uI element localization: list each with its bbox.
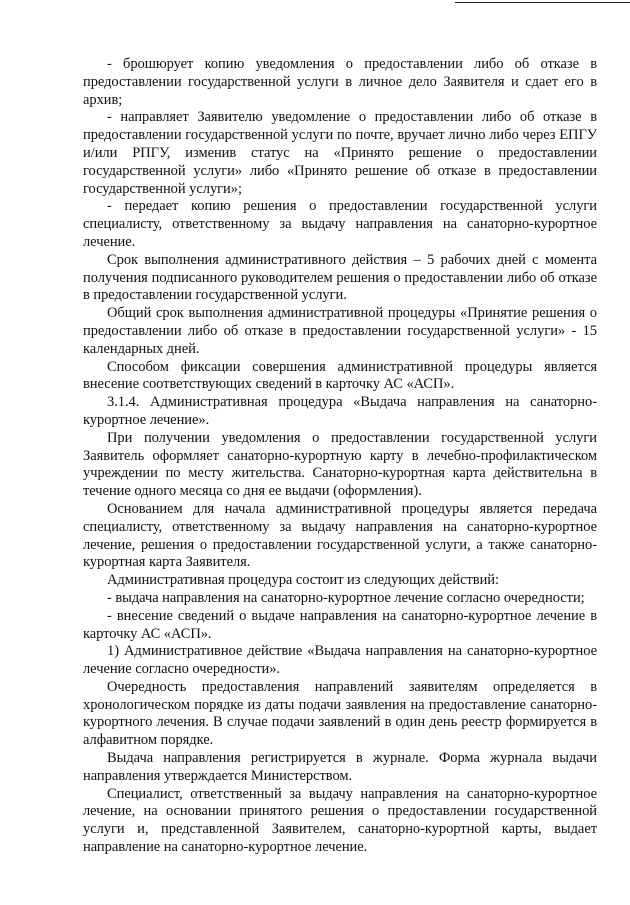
action-deadline-paragraph: Срок выполнения административного действия – 5 рабочих дней с момента получения подписанного руководителем решения о предоставлении либо об отказе в предоставлении государственной услуги. xyxy=(83,251,597,304)
section-heading-3-1-4: 3.1.4. Административная процедура «Выдача направления на санаторно-курортное лечение». xyxy=(83,394,597,428)
specialist-issues-paragraph: Специалист, ответственный за выдачу направления на санаторно-курортное лечение, на основании принятого решения о предоставлении государственной услуги и, представленной Заявителем, санаторно-курортной карты, выдает направление на санаторно-курортное лечение. xyxy=(83,785,597,856)
procedure-actions-intro: Административная процедура состоит из следующих действий: xyxy=(107,572,499,589)
procedure-basis-paragraph: Основанием для начала административной процедуры является передача специалисту, ответственному за выдачу направления на санаторно-курортное лечение, решения о предоставлении государственной услуги, а также санаторно-курортная карта Заявителя. xyxy=(83,500,597,571)
action-1-heading: 1) Административное действие «Выдача направления на санаторно-курортное лечение согласно очередности». xyxy=(83,643,597,678)
bullet-issue-referral: - выдача направления на санаторно-курортное лечение согласно очередности; xyxy=(107,589,585,606)
bullet-send-notification: - направляет Заявителю уведомление о предоставлении либо об отказе в предоставлении государственной услуги по почте, вручает лично либо через ЕПГУ и/или РПГУ, изменив статус на «Принято решение о предоставлении государственной услуги» либо «Принято решение об отказе в предоставлении государственной услуги»; xyxy=(83,109,597,197)
total-deadline-paragraph: Общий срок выполнения административной процедуры «Принятие решения о предоставлении либо об отказе в предоставлении государственной услуги» - 15 календарных дней. xyxy=(83,305,597,357)
queue-order-paragraph: Очередность предоставления направлений заявителям определяется в хронологическом порядке из даты подачи заявления на предоставление санаторно-курортного лечения. В случае подачи заявлений в один день реестр формируется в алфавитном порядке. xyxy=(83,678,597,749)
bullet-archive: - брошюрует копию уведомления о предоставлении либо об отказе в предоставлении государственной услуги в личное дело Заявителя и сдает его в архив; xyxy=(83,56,597,108)
bullet-record-referral: - внесение сведений о выдаче направления на санаторно-курортное лечение в карточку АС «АСП». xyxy=(83,607,597,642)
journal-registration-paragraph: Выдача направления регистрируется в журнале. Форма журнала выдачи направления утверждается Министерством. xyxy=(83,750,597,784)
bullet-pass-copy: - передает копию решения о предоставлении государственной услуги специалисту, ответственному за выдачу направления на санаторно-курортное лечение. xyxy=(83,198,597,250)
top-border-line xyxy=(455,2,630,3)
document-body xyxy=(83,56,597,857)
sanatorium-card-paragraph: При получении уведомления о предоставлении государственной услуги Заявитель оформляет санаторно-курортную карту в лечебно-профилактическом учреждении по месту жительства. Санаторно-курортная карта действительна в течение одного месяца со дня ее выдачи (оформления). xyxy=(83,429,597,500)
fixation-method-paragraph: Способом фиксации совершения административной процедуры является внесение соответствующих сведений в карточку АС «АСП». xyxy=(83,358,597,393)
